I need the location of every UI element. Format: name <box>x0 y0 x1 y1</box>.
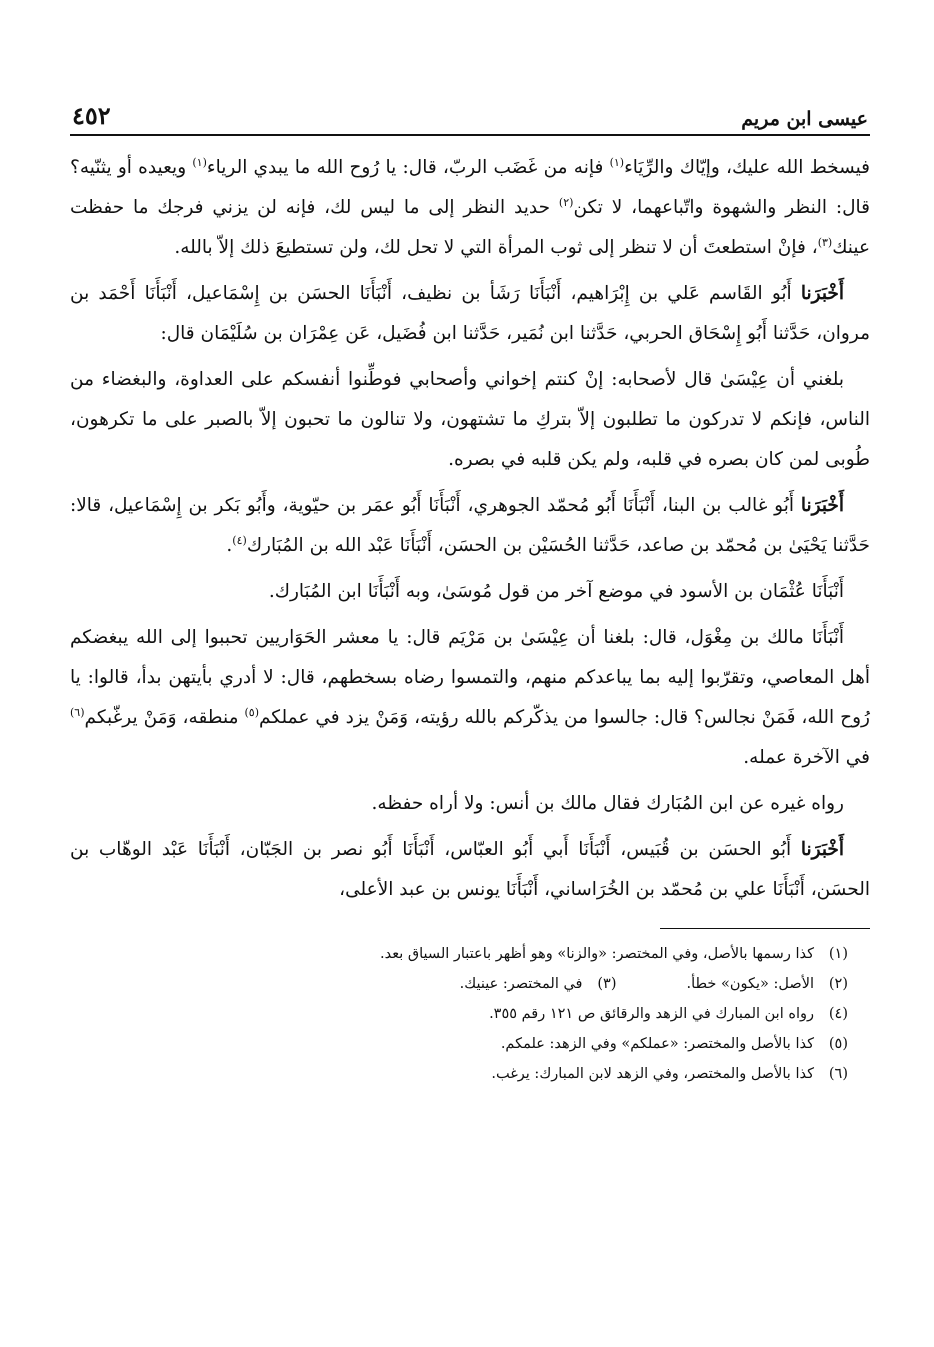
footnote-number: (٢) <box>828 976 848 992</box>
footnote-text: رواه ابن المبارك في الزهد والرقائق ص ١٢١ رقم ٣٥٥. <box>489 1006 814 1022</box>
footnote-5 <box>70 1029 848 1059</box>
footnote-6 <box>70 1059 848 1089</box>
footnote-number: (٦) <box>828 1066 848 1082</box>
text-span: أَبُو غالب بن البنا، أَنْبَأَنَا أَبُو مُحمّد الجوهري، أَنْبَأَنَا أَبُو عمَر بن حيّوية، وأَبُو بَكر بن إِسْمَاعيل، قالا: حَدَّثنا يَحْيَىٰ بن مُحمّد بن صاعد، حَدَّثنا الحُسَيْن بن الحسَن، أَنْبَأَنَا عَبْد الله بن المُبَارك <box>70 495 870 556</box>
paragraph-8 <box>70 830 870 910</box>
footnote-ref: (٥) <box>244 705 259 719</box>
paragraph-1 <box>70 148 870 268</box>
text-span: ويعيده أو يثنّيه؟ قال: النظر والشهوة واتّباعهما، لا تكن <box>70 157 870 218</box>
text-span: أَنْبَأَنَا عُثْمَان بن الأسود في موضع آخر من قول مُوسَىٰ، وبه أَنْبَأَنَا ابن المُبَارك. <box>268 581 844 602</box>
lead-word: أَخْبَرَنا <box>800 495 844 516</box>
footnote-1 <box>70 939 848 969</box>
text-span: فإنه من غَضَب الربّ، قال: يا رُوح الله ما يبدي الرياء <box>206 157 610 178</box>
footnote-ref: (١) <box>609 155 625 169</box>
footnote-ref: (٦) <box>70 705 85 719</box>
text-span: ، فإنْ استطعتَ أن لا تنظر إلى ثوب المرأة التي لا تحل لك، ولن تستطيعَ ذلك إلاّ بالله. <box>174 237 818 258</box>
paragraph-7 <box>70 784 870 824</box>
footnote-number: (٥) <box>828 1036 848 1052</box>
footnote-2 <box>686 969 848 999</box>
text-span: رواه غيره عن ابن المُبَارك فقال مالك بن أنس: ولا أراه حفظه. <box>371 793 844 814</box>
footnote-ref: (٣) <box>817 235 833 249</box>
footnote-number: (٤) <box>828 1006 848 1022</box>
lead-word: أَخْبَرَنا <box>800 283 844 304</box>
paragraph-5 <box>70 572 870 612</box>
running-title: عيسى ابن مريم <box>741 108 868 130</box>
text-span: فيسخط الله عليك، وإيّاك والرِّيَاء <box>624 157 871 178</box>
footnotes <box>70 939 870 1089</box>
footnote-2-3 <box>70 969 848 999</box>
footnote-text: كذا رسمها بالأصل، وفي المختصر: «والزنا» وهو أظهر باعتبار السياق بعد. <box>379 946 814 962</box>
text-span: أَبُو القَاسم عَلي بن إِبْرَاهيم، أَنْبَأَنَا رَشَأ بن نظيف، أَنْبَأَنَا الحسَن بن إِسْمَاعيل، أَنْبَأَنَا أَحْمَد بن مروان، حَدَّثنا أَبُو إِسْحَاق الحربي، حَدَّثنا ابن نُمَير، حَدَّثنا ابن فُضَيل، عَن عِمْرَان بن سُلَيْمَان قال: <box>70 283 870 344</box>
running-header <box>70 96 870 136</box>
footnote-ref: (١) <box>192 155 207 169</box>
paragraph-3 <box>70 360 870 480</box>
text-span: بلغني أن عِيْسَىٰ قال لأصحابه: إنْ كنتم إخواني وأصحابي فوطِّنوا أنفسكم على العداوة، والبغضاء من الناس، فإنكم لا تدركون ما تطلبون إلاّ بتركِ ما تشتهون، ولا تنالون ما تحبون إلاّ بالصبر على ما تكرهون، طُوبى لمن كان بصره في قلبه، ولم يكن قلبه في بصره. <box>70 369 870 470</box>
footnote-ref: (٢) <box>558 195 574 209</box>
footnote-text: الأصل: «يكون» خطأ. <box>686 976 814 992</box>
text-span: حديد النظر إلى ما ليس لك، فإنه لن يزني فرجك ما حفظت عينك <box>70 197 870 258</box>
footnote-divider <box>660 928 870 929</box>
book-page <box>70 96 870 1089</box>
text-span: في الآخرة عمله. <box>743 747 870 768</box>
text-span: أَبُو الحسَن بن قُبَيس، أَنْبَأَنَا أَبي أَبُو العبّاس، أَنْبَأَنَا أَبُو نصر بن الجَبّان، أَنْبَأَنَا عَبْد الوهّاب بن الحسَن، أَنْبَأَنَا علي بن مُحمّد بن الخُرَاساني، أَنْبَأَنَا يونس بن عبد الأعلى، <box>70 839 870 900</box>
footnote-text: كذا بالأصل والمختصر، وفي الزهد لابن المبارك: يرغب. <box>491 1066 814 1082</box>
footnote-ref: (٤) <box>232 533 247 547</box>
main-text <box>70 148 870 910</box>
footnote-4 <box>70 999 848 1029</box>
paragraph-2 <box>70 274 870 354</box>
page-number: ٤٥٢ <box>72 101 111 130</box>
paragraph-6 <box>70 618 870 778</box>
lead-word: أَخْبَرَنا <box>800 839 844 860</box>
text-span: منطقه، وَمَنْ يرغّبكم <box>84 707 245 728</box>
paragraph-4 <box>70 486 870 566</box>
footnote-3 <box>460 969 617 999</box>
footnote-text: في المختصر: عينيك. <box>459 976 583 992</box>
footnote-text: كذا بالأصل والمختصر: «عملكم» وفي الزهد: علمكم. <box>500 1036 814 1052</box>
text-span: أَنْبَأَنَا مالك بن مِغْوَل، قال: بلغنا أن عِيْسَىٰ بن مَرْيَم قال: يا معشر الحَوَاريين تحببوا إلى الله يبغضكم أهل المعاصي، وتقرّبوا إليه بما يباعدكم منهم، والتمسوا رضاه بسخطهم، قال: لا أدري بأيتهن بدأ، قالوا: يا رُوح الله، فَمَنْ نجالس؟ قال: جالسوا من يذكّركم بالله رؤيته، وَمَنْ يزد في عملكم <box>70 627 870 728</box>
text-span: . <box>226 535 233 556</box>
footnote-number: (١) <box>828 946 848 962</box>
footnote-number: (٣) <box>597 976 617 992</box>
